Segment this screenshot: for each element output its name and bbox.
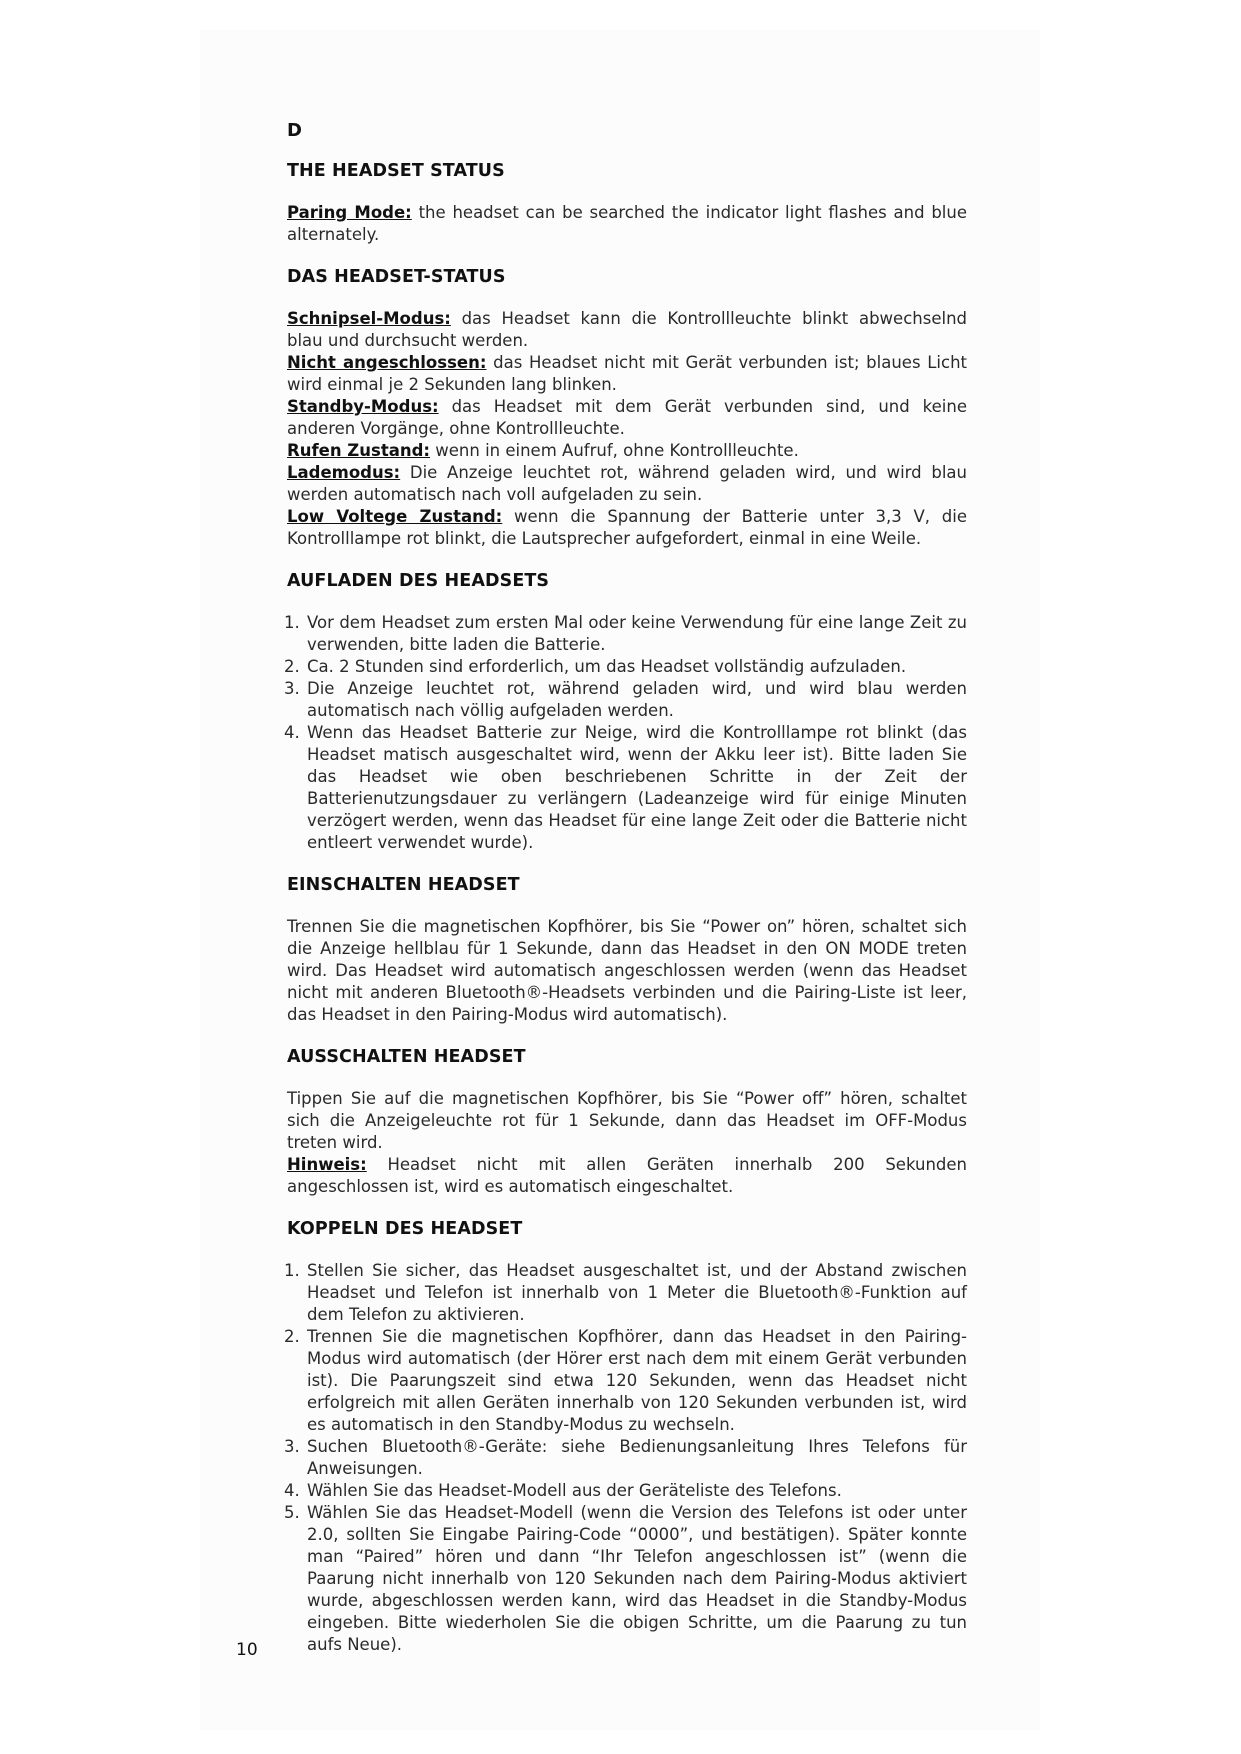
list-item: 3. Die Anzeige leuchtet rot, während geladen wird, und wird blau werden automatisch nach völlig aufgeladen werden. — [305, 678, 967, 722]
list-item: 2. Ca. 2 Stunden sind erforderlich, um das Headset vollständig aufzuladen. — [305, 656, 967, 678]
power-off-section — [287, 1088, 967, 1198]
status-term: Lademodus: — [287, 463, 401, 482]
heading-status-en: THE HEADSET STATUS — [287, 161, 505, 181]
status-term: Low Voltege Zustand: — [287, 507, 503, 526]
list-item: 1. Vor dem Headset zum ersten Mal oder keine Verwendung für eine lange Zeit zu verwenden, bitte laden die Batterie. — [305, 612, 967, 656]
status-term: Nicht angeschlossen: — [287, 353, 487, 372]
status-text: wenn die Spannung der Batterie unter 3,3 V, die Kontrolllampe rot blinkt, die Lautsprecher aufgefordert, einmal in eine Weile. — [287, 507, 967, 548]
status-text: wenn in einem Aufruf, ohne Kontrollleuchte. — [430, 441, 799, 460]
status-item — [287, 308, 967, 352]
status-item — [287, 352, 967, 396]
pairing-list — [287, 1260, 967, 1656]
text-paring-mode: the headset can be searched the indicator light flashes and blue alternately. — [287, 203, 968, 244]
list-item: 1. Stellen Sie sicher, das Headset ausgeschaltet ist, und der Abstand zwischen Headset und Telefon ist innerhalb von 1 Meter die Bluetooth®-Funktion auf dem Telefon zu aktivieren. — [305, 1260, 967, 1326]
list-item: 4. Wählen Sie das Headset-Modell aus der Geräteliste des Telefons. — [305, 1480, 967, 1502]
term-note: Hinweis: — [287, 1155, 367, 1174]
status-term: Standby-Modus: — [287, 397, 439, 416]
charging-list — [287, 612, 967, 854]
paragraph-power-on: Trennen Sie die magnetischen Kopfhörer, bis Sie “Power on” hören, schaltet sich die Anzeige hellblau für 1 Sekunde, dann das Headset in den ON MODE treten wird. Das Headset wird automatisch angeschlossen werden (wenn das Headset nicht mit anderen Bluetooth®-Headsets verbinden und die Pairing-Liste ist leer, das Headset in den Pairing-Modus wird automatisch). — [287, 917, 967, 1024]
status-term: Schnipsel-Modus: — [287, 309, 451, 328]
text-note: Headset nicht mit allen Geräten innerhalb 200 Sekunden angeschlossen ist, wird es automatisch eingeschaltet. — [287, 1155, 967, 1196]
list-item: 4. Wenn das Headset Batterie zur Neige, wird die Kontrolllampe rot blinkt (das Headset matisch ausgeschaltet wird, wenn der Akku leer ist). Bitte laden Sie das Headset wie oben beschriebenen Schritte in der Zeit der Batterienutzungsdauer zu verlängern (Ladeanzeige wird für einige Minuten verzögert werden, wenn das Headset für eine lange Zeit oder die Batterie nicht entleert verwendet wurde). — [305, 722, 967, 854]
status-item — [287, 396, 967, 440]
list-item: 3. Suchen Bluetooth®-Geräte: siehe Bedienungsanleitung Ihres Telefons für Anweisungen. — [305, 1436, 967, 1480]
heading-power-on: EINSCHALTEN HEADSET — [287, 875, 520, 895]
heading-status-de: DAS HEADSET-STATUS — [287, 267, 506, 287]
status-de-list — [287, 308, 967, 550]
section-letter: D — [287, 120, 302, 141]
page-number: 10 — [236, 1640, 258, 1660]
heading-pairing: KOPPELN DES HEADSET — [287, 1219, 523, 1239]
list-item: 2. Trennen Sie die magnetischen Kopfhörer, dann das Headset in den Pairing-Modus wird automatisch (der Hörer erst nach dem mit einem Gerät verbunden ist). Die Paarungszeit sind etwa 120 Sekunden, wenn das Headset nicht erfolgreich mit allen Geräten innerhalb von 120 Sekunden verbunden ist, wird es automatisch in den Standby-Modus zu wechseln. — [305, 1326, 967, 1436]
status-text: das Headset mit dem Gerät verbunden sind, und keine anderen Vorgänge, ohne Kontrollleuchte. — [287, 397, 967, 438]
heading-charging: AUFLADEN DES HEADSETS — [287, 571, 550, 591]
status-item — [287, 462, 967, 506]
status-text: das Headset nicht mit Gerät verbunden ist; blaues Licht wird einmal je 2 Sekunden lang blinken. — [287, 353, 967, 394]
paragraph-power-off: Tippen Sie auf die magnetischen Kopfhörer, bis Sie “Power off” hören, schaltet sich die Anzeigeleuchte rot für 1 Sekunde, dann das Headset im OFF-Modus treten wird. — [287, 1089, 967, 1152]
status-item — [287, 506, 967, 550]
heading-power-off: AUSSCHALTEN HEADSET — [287, 1047, 526, 1067]
status-text: das Headset kann die Kontrollleuchte blinkt abwechselnd blau und durchsucht werden. — [287, 309, 967, 350]
paragraph-note — [287, 1154, 967, 1198]
status-term: Rufen Zustand: — [287, 441, 431, 460]
list-item: 5. Wählen Sie das Headset-Modell (wenn die Version des Telefons ist oder unter 2.0, sollten Sie Eingabe Pairing-Code “0000”, und bestätigen). Später konnte man “Paired” hören und dann “Ihr Telefon angeschlossen ist” (wenn die Paarung nicht innerhalb von 120 Sekunden nach dem Pairing-Modus aktiviert wurde, abgeschlossen werden kann, wird das Headset in die Standby-Modus eingeben. Bitte wiederholen Sie die obigen Schritte, um die Paarung zu tun aufs Neue). — [305, 1502, 967, 1656]
term-paring-mode: Paring Mode: — [287, 203, 412, 222]
paragraph-paring-mode — [287, 202, 967, 246]
document-body — [287, 120, 967, 1656]
status-item — [287, 440, 967, 462]
status-text: Die Anzeige leuchtet rot, während geladen wird, und wird blau werden automatisch nach voll aufgeladen zu sein. — [287, 463, 967, 504]
